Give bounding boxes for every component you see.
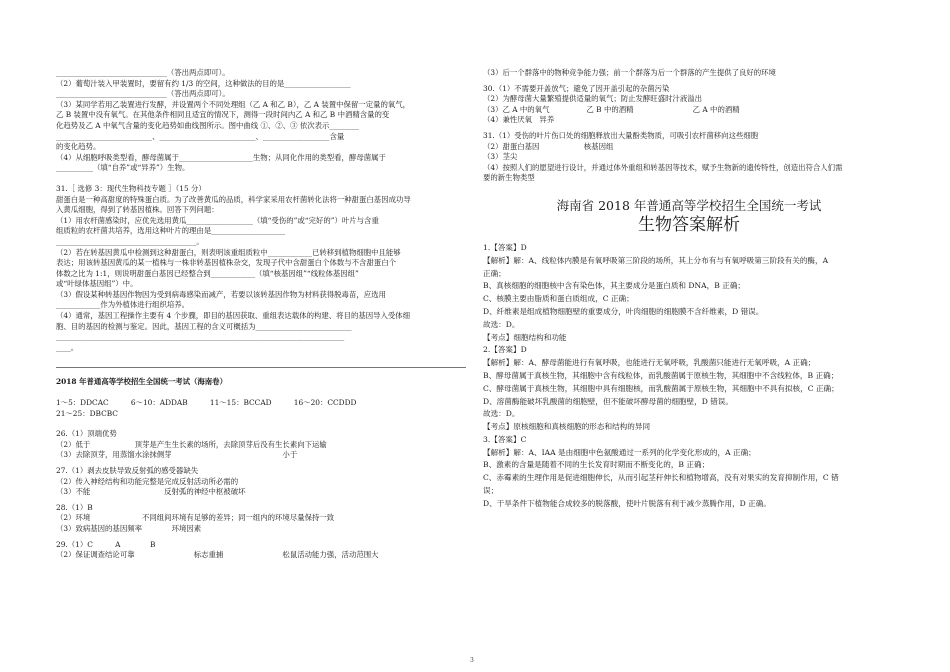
answer-list <box>56 429 466 561</box>
text-line: __________________________、__________________________、__________________含量 <box>56 131 345 141</box>
answer-line: （2）甜蛋白基因 核基因组 <box>483 141 614 151</box>
solution-line: D、干旱条件下植物能合成较多的脱落酸，使叶片脱落有利于减少蒸腾作用，D 正确。 <box>483 498 771 508</box>
text-line: 化趋势及乙 A 中氧气含量的变化趋势如曲线图所示。图中曲线 ①、②、③ 依次表示________ <box>56 120 359 130</box>
solution-line: D、溶菌酶能破坏乳酸菌的细胞壁，但不能破坏酵母菌的细胞壁，D 错误。 <box>483 396 733 406</box>
text-line: ______________________________（答出两点即可）。 <box>56 68 230 77</box>
text-line: 31.［ 选修 3：现代生物科技专题 ］（15 分） <box>56 183 206 193</box>
text-line: 胞、目的基因的检测与鉴定。因此，基因工程的含义可概括为__________________________ <box>56 321 352 331</box>
answer-line: （3）去除顶芽，用蒸馏水涂抹侧芽 小于 <box>56 450 298 460</box>
answer-continued <box>483 68 895 184</box>
answer-line: 28.（1）B <box>56 502 93 512</box>
text-line: 表达；用该转基因黄瓜的某一植株与一株非转基因植株杂交，发现子代中含甜蛋白个体数与不含甜蛋白个 <box>56 258 396 268</box>
solution-line: 【解析】解：A、线粒体内膜是有氧呼吸第三阶段的场所，其上分布有与有氧呼吸第三阶段有关的酶，A <box>483 255 829 265</box>
answer-line: （2）为酵母菌大量繁殖提供适量的氧气；防止发酵旺盛时汁液溢出 <box>483 94 703 104</box>
solution-title-line2: 生物答案解析 <box>638 214 740 235</box>
text-line: 乙 B 装置中没有氧气。在其他条件相同且适宜的情况下，测得一段时间内乙 A 和乙 B 中酒精含量的变 <box>56 110 390 120</box>
solution-line: 【考点】原核细胞和真核细胞的形态和结构的异同 <box>483 422 651 432</box>
text-line: ____。 <box>56 342 79 352</box>
answer-line: （2）低于 顶芽是产生生长素的场所，去除顶芽后没有生长素向下运输 <box>56 439 327 449</box>
text-line: 体数之比为 1:1，则说明甜蛋白基因已经整合到____________（填“核基因组”“线粒体基因组” <box>56 268 359 278</box>
answer-line: （2）传入神经结构和功能完整是完成反射活动所必需的 <box>56 476 239 486</box>
text-line: ____________作为外植体进行组织培养。 <box>56 300 190 310</box>
text-line: 入黄瓜细胞，得到了转基因植株。回答下列问题： <box>56 205 219 215</box>
answer-line: 30.（1）不需要开盖放气；避免了因开盖引起的杂菌污染 <box>483 83 670 93</box>
solution-line: 误； <box>483 486 499 496</box>
solution-line: 3.【答案】C <box>483 434 527 444</box>
answer-line: （3）致病基因的基因频率 环境因素 <box>56 523 202 533</box>
text-line: （3）假设某种转基因作物因为受到病毒感染而减产，若要以该转基因作物为材料获得脱毒苗，应选用 <box>56 289 386 299</box>
text-line: 甜蛋白是一种高甜度的特殊蛋白质。为了改善黄瓜的品质，科学家采用农杆菌转化法将一种甜蛋白基因成功导 <box>56 194 411 204</box>
left-column <box>56 68 466 561</box>
solution-line: D、纤维素是组成植物细胞壁的重要成分，叶肉细胞的细胞膜不含纤维素，D 错误。 <box>483 306 764 316</box>
solution-line: C、酵母菌属于真核生物，其细胞中具有细胞核，而乳酸菌属于原核生物，其细胞中不具有拟核，C 正确； <box>483 383 839 393</box>
answer-line: （3）不能 反射弧的神经中枢被破坏 <box>56 487 246 497</box>
solution-list <box>483 242 895 511</box>
text-line: 组质粒的农杆菌共培养，选用这种叶片的理由是____________________ <box>56 226 286 236</box>
text-line: ______________________________（答出两点即可）。 <box>56 89 230 99</box>
solution-line: B、酵母菌属于真核生物，其细胞中含有线粒体，而乳酸菌属于原核生物，其细胞中不含线粒体，B 正确； <box>483 370 839 380</box>
answer-key-line: 21～25：DBCBC <box>56 408 118 418</box>
text-line: （4）从细胞呼吸类型看，酵母菌属于____________________生物；从同化作用的类型看，酵母菌属于 <box>56 152 386 162</box>
solution-line: 【解析】解：A、酵母菌能进行有氧呼吸，也能进行无氧呼吸，乳酸菌只能进行无氧呼吸，A 正确； <box>483 358 816 368</box>
text-line: （3）某同学若用乙装置进行发酵，并设置两个不同处理组（乙 A 和乙 B），乙 A 装置中保留一定量的氧气， <box>56 99 411 109</box>
solution-line: B、真核细胞的细胞核中含有染色体，其主要成分是蛋白质和 DNA，B 正确； <box>483 281 746 291</box>
question-31 <box>56 184 466 354</box>
question-30-continued <box>56 68 466 174</box>
text-line: （2）葡萄汁装入甲装置时，要留有约 1/3 的空间，这种做法的目的是__________________ <box>56 78 351 88</box>
answer-line: 29.（1）C A B <box>56 539 156 549</box>
solution-line: 【考点】细胞结构和功能 <box>483 332 567 342</box>
answer-line: （4）兼性厌氧 异养 <box>483 115 555 125</box>
text-line: （4）通常，基因工程操作主要有 4 个步骤，即目的基因获取、重组表达载体的构建、将目的基因导入受体细 <box>56 311 411 321</box>
answer-line: （3）后一个群落中的物种竞争能力强；前一个群落为后一个群落的产生提供了良好的环境 <box>483 68 776 77</box>
page-number: 3 <box>470 657 474 664</box>
solution-line: C、核膜主要由脂质和蛋白质组成，C 正确； <box>483 294 634 304</box>
answer-line: （2）环境 不同组间环境有足够的差异；同一组内的环境尽量保持一致 <box>56 513 335 523</box>
answer-key-line: 1～5：DDCAC 6～10：ADDAB 11～15：BCCAD 16～20：CCDDD <box>56 398 357 408</box>
solution-line: 1.【答案】D <box>483 242 527 252</box>
solution-line: C、赤霉素的生理作用是促进细胞伸长，从而引起茎秆伸长和植物增高，没有对果实的发育抑制作用，C 错 <box>483 473 839 483</box>
text-line: （2）若在转基因黄瓜中检测到这种甜蛋白，则表明该重组质粒中____________已转移到植物细胞中且能够 <box>56 247 401 257</box>
answer-line: （2）保证调查结论可靠 标志重捕 松鼠活动能力强，活动范围大 <box>56 550 379 560</box>
solution-line: 2.【答案】D <box>483 345 527 355</box>
answer-line: （4）按照人们的愿望进行设计，并通过体外重组和转基因等技术，赋予生物新的遗传特性，创造出符合人们需 <box>483 162 843 172</box>
text-line: 的变化趋势。 <box>56 142 101 152</box>
answer-line: （3）乙 A 中的氧气 乙 B 中的酒精 乙 A 中的酒精 <box>483 104 740 114</box>
answer-section-title: 2018 年普通高等学校招生全国统一考试（海南卷） <box>56 377 227 387</box>
answer-line: 31.（1）受伤的叶片伤口处的细胞释放出大量酚类物质，可吸引农杆菌移向这些细胞 <box>483 130 759 140</box>
solution-title-line1: 海南省 2018 年普通高等学校招生全国统一考试 <box>556 197 822 213</box>
text-line: （1）用农杆菌感染时，应优先选用黄瓜__________________（填“受伤的”或“完好的”）叶片与含重 <box>56 215 379 225</box>
solution-line: 故选：D。 <box>483 409 520 419</box>
solution-line: 正确； <box>483 268 506 278</box>
answer-key-list <box>56 398 466 419</box>
solution-line: 【解析】解：A、IAA 是由细胞中色氨酸通过一系列的化学变化形成的，A 正确； <box>483 447 756 457</box>
text-line: ______________________________________。 <box>56 236 204 246</box>
answer-line: 27.（1）剥去皮肤导致反射弧的感受器缺失 <box>56 466 199 475</box>
answer-line: 要的新生物类型 <box>483 173 535 183</box>
answer-line: 26.（1）顶端优势 <box>56 429 117 439</box>
answer-line: （3）茎尖 <box>483 152 518 162</box>
solution-line: 故选：D。 <box>483 319 520 329</box>
text-line: 或“叶绿体基因组”）中。 <box>56 279 138 289</box>
text-line: ______________________________________________________________________________ <box>56 332 345 342</box>
solution-line: B、激素的含量是随着不同的生长发育时期而不断变化的，B 正确； <box>483 460 710 470</box>
divider <box>56 367 466 368</box>
text-line: __________（填“自养”或“异养”）生物。 <box>56 163 190 173</box>
right-column <box>483 68 895 511</box>
